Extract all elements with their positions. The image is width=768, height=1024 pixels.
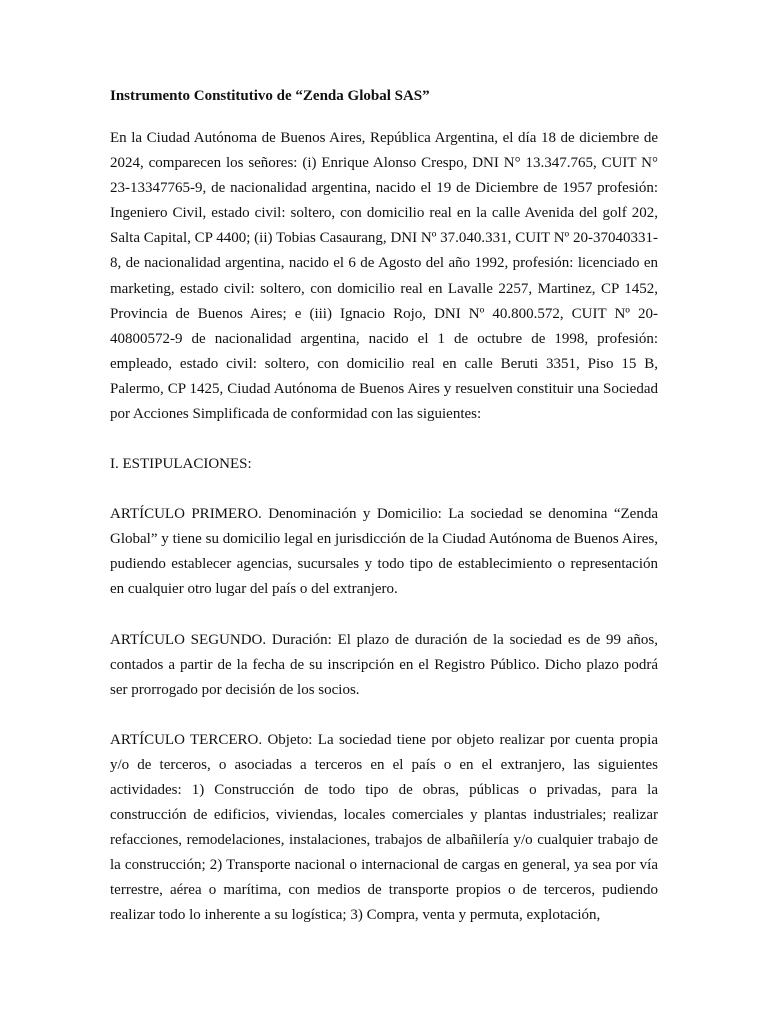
article-tercero: ARTÍCULO TERCERO. Objeto: La sociedad tiene por objeto realizar por cuenta propia y/o de terceros, o asociadas a terceros en el país o en el extranjero, las siguientes actividades: 1) Construcción de todo tipo de obras, públicas o privadas, para la construcción de edificios, viviendas, locales comerciales y plantas industriales; realizar refacciones, remodelaciones, instalaciones, trabajos de albañilería y/o cualquier trabajo de la construcción; 2) Transporte nacional o internacional de cargas en general, ya sea por vía terrestre, aérea o marítima, con medios de transporte propios o de terceros, pudiendo realizar todo lo inherente a su logística; 3) Compra, venta y permuta, explotación, — [110, 731, 658, 924]
article-primero: ARTÍCULO PRIMERO. Denominación y Domicilio: La sociedad se denomina “Zenda Global” y tiene su domicilio legal en jurisdicción de la Ciudad Autónoma de Buenos Aires, pudiendo establecer agencias, sucursales y todo tipo de establecimiento o representación en cualquier otro lugar del país o del extranjero. — [110, 506, 658, 598]
intro-paragraph: En la Ciudad Autónoma de Buenos Aires, República Argentina, el día 18 de diciembre de 2024, comparecen los señores: (i) Enrique Alonso Crespo, DNI N° 13.347.765, CUIT N° 23-13347765-9, de nacionalidad argentina, nacido el 19 de Diciembre de 1957 profesión: Ingeniero Civil, estado civil: soltero, con domicilio real en la calle Avenida del golf 202, Salta Capital, CP 4400; (ii) Tobias Casaurang, DNI Nº 37.040.331, CUIT Nº 20-37040331-8, de nacionalidad argentina, nacido el 6 de Agosto del año 1992, profesión: licenciado en marketing, estado civil: soltero, con domicilio real en Lavalle 2257, Martinez, CP 1452, Provincia de Buenos Aires; e (iii) Ignacio Rojo, DNI Nº 40.800.572, CUIT Nº 20-40800572-9 de nacionalidad argentina, nacido el 1 de octubre de 1998, profesión: empleado, estado civil: soltero, con domicilio real en calle Beruti 3351, Piso 15 B, Palermo, CP 1425, Ciudad Autónoma de Buenos Aires y resuelven constituir una Sociedad por Acciones Simplificada de conformidad con las siguientes: — [110, 130, 658, 423]
section-heading: I. ESTIPULACIONES: — [110, 456, 252, 473]
document-title: Instrumento Constitutivo de “Zenda Global SAS” — [110, 88, 430, 104]
document-page — [110, 84, 658, 954]
article-segundo: ARTÍCULO SEGUNDO. Duración: El plazo de duración de la sociedad es de 99 años, contados a partir de la fecha de su inscripción en el Registro Público. Dicho plazo podrá ser prorrogado por decisión de los socios. — [110, 631, 658, 698]
